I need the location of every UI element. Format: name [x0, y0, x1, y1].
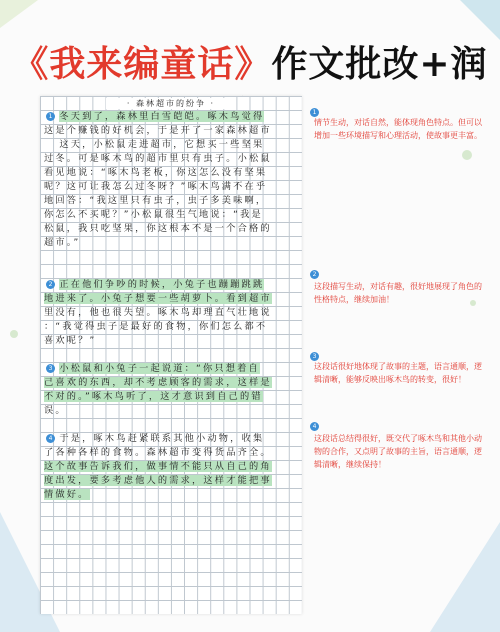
essay-paragraph-1 — [44, 110, 298, 250]
essay-line: 里没有，他也很失望。啄木鸟却理直气壮地说 — [44, 307, 272, 318]
essay-title: · 森林超市的纷争 · — [106, 98, 236, 109]
essay-line: ：“我觉得虫子是最好的食物，你们怎么都不 — [44, 321, 268, 332]
comment-marker: 2 — [310, 270, 319, 279]
essay-line: 过冬。可是啄木鸟的超市里只有虫子。小松鼠 — [44, 153, 272, 164]
essay-line: 呢？这可让我怎么过冬呀？”啄木鸟满不在乎 — [44, 181, 268, 192]
essay-line: 己喜欢的东西，却不考虑顾客的需求，这样是 — [44, 377, 272, 388]
essay-paragraph-3 — [44, 362, 298, 418]
comment-marker: 3 — [310, 352, 319, 361]
essay-line: 于是，啄木鸟赶紧联系其他小动物，收集 — [59, 433, 265, 444]
essay-line: 这是个赚钱的好机会，于是开了一家森林超市 — [44, 125, 272, 136]
paragraph-marker: 3 — [46, 364, 55, 373]
essay-line: 度出发，要多考虑他人的需求，这样才能把事 — [44, 475, 272, 486]
essay-line: 地进来了。小兔子想要一些胡萝卜。看到超市 — [44, 293, 272, 304]
essay-line: 喜欢呢？” — [44, 335, 97, 346]
comment-marker: 4 — [310, 422, 319, 431]
essay-line: 了各种各样的食物。森林超市变得货品齐全。 — [44, 447, 272, 458]
essay-line: 正在他们争吵的时候，小兔子也蹦蹦跳跳 — [59, 279, 265, 290]
comment-3: 这段话很好地体现了故事的主题，语言通顺，逻辑清晰，能够反映出啄木鸟的转变，很好！ — [314, 362, 482, 384]
decorative-dot — [10, 330, 18, 338]
decorative-dot — [462, 150, 472, 160]
essay-line: 你怎么不买呢？”小松鼠很生气地说：“我是 — [44, 209, 263, 220]
comment-marker: 1 — [310, 108, 319, 117]
comment-4: 这段话总结得很好，既交代了啄木鸟和其他小动物的合作，又点明了故事的主旨，语言通顺，逻辑清晰，继续保持！ — [314, 434, 482, 469]
corner-decoration — [430, 522, 500, 632]
essay-line: 冬天到了，森林里白雪皑皑。啄木鸟觉得 — [59, 111, 265, 122]
essay-line: 地回答：“我这里只有虫子，虫子多美味啊， — [44, 195, 268, 206]
comment-2: 这段描写生动，对话有趣，很好地展现了角色的性格特点，继续加油！ — [314, 282, 482, 304]
title-red: 《我来编童话》 — [12, 43, 272, 85]
essay-paragraph-2 — [44, 278, 298, 348]
essay-line: 小松鼠和小兔子一起说道：“你只想着自 — [59, 363, 260, 374]
essay-line: 松鼠，我只吃坚果，你这根本不是一个合格的 — [44, 223, 272, 234]
essay-line: 看见地说：“啄木鸟老板，你这怎么没有坚果 — [44, 167, 268, 178]
paragraph-marker: 4 — [46, 434, 55, 443]
essay-line: 不对的。”啄木鸟听了，这才意识到自己的错 — [44, 391, 263, 402]
essay-line: 这个故事告诉我们，做事情不能只从自己的角 — [44, 461, 272, 472]
comment-1: 情节生动，对话自然，能体现角色特点。但可以增加一些环境描写和心理活动，使故事更丰富。 — [314, 118, 482, 140]
paragraph-marker: 1 — [46, 112, 55, 121]
essay-line: 误。 — [44, 405, 67, 416]
corner-decoration — [460, 0, 500, 40]
essay-line: 超市。” — [44, 237, 81, 248]
corner-decoration — [0, 0, 38, 28]
essay-line: 这天，小松鼠走进超市，它想买一些坚果 — [59, 139, 265, 150]
essay-paper — [40, 96, 302, 614]
essay-line: 情做好。 — [44, 489, 90, 500]
essay-paragraph-4 — [44, 432, 298, 502]
paragraph-marker: 2 — [46, 280, 55, 289]
title-black: 作文批改+润 — [271, 43, 488, 85]
